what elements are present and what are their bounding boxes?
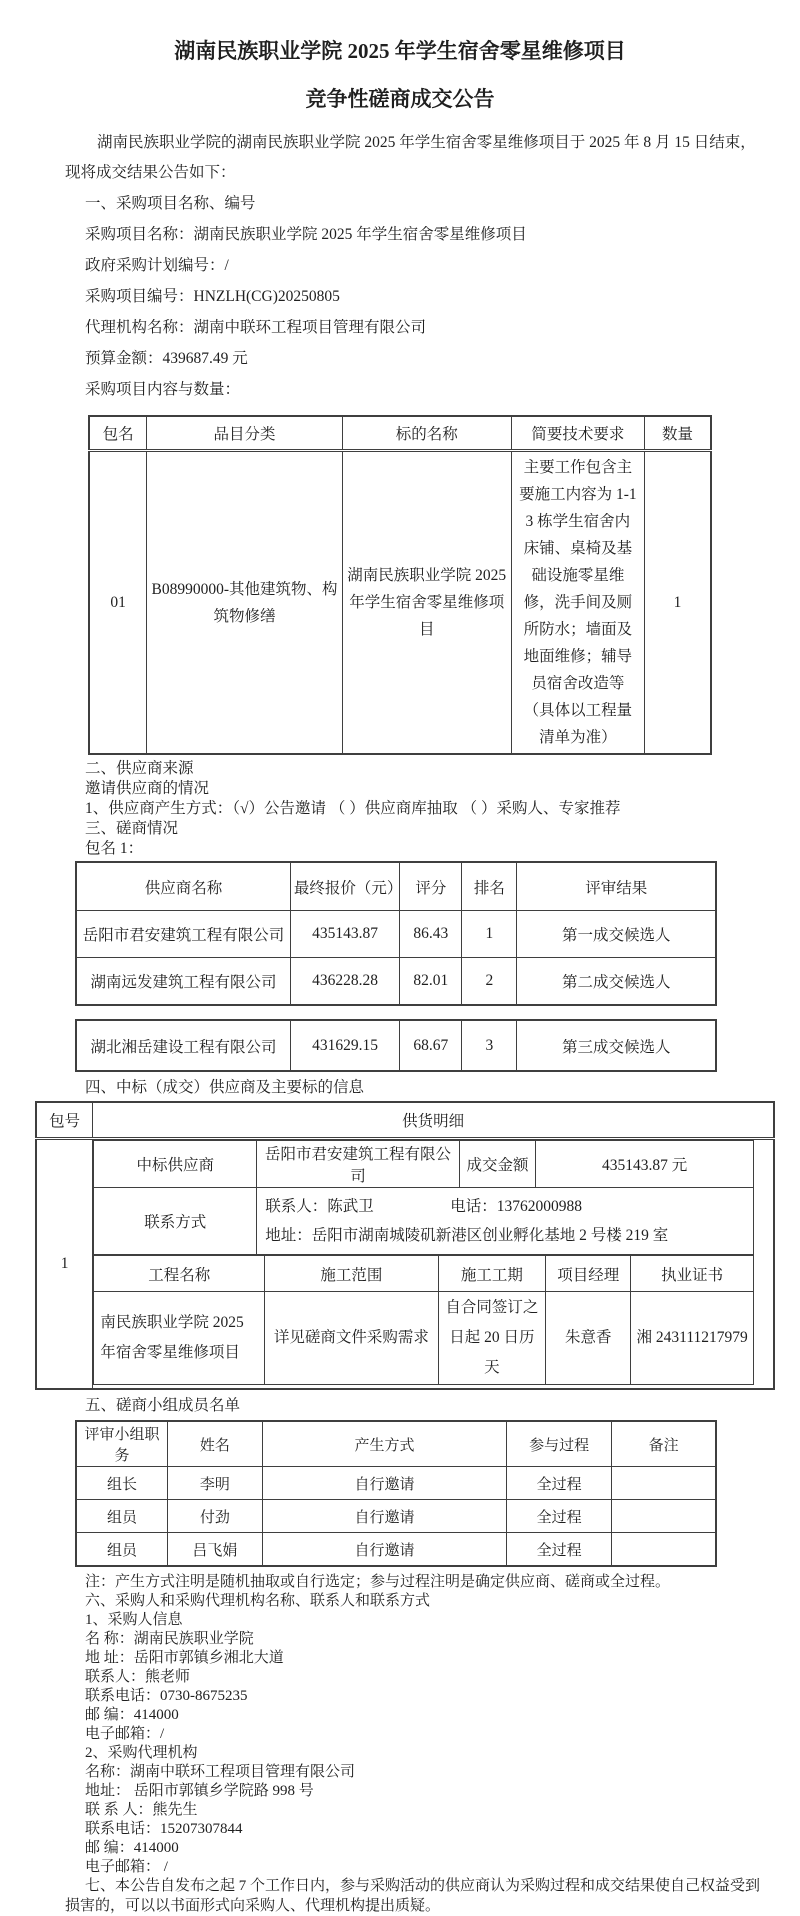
construction-scope: 详见磋商文件采购需求 (265, 1292, 439, 1385)
col-final-quote: 最终报价（元） (290, 862, 399, 911)
buyer-address: 地 址：岳阳市郭镇乡湘北大道 (85, 1650, 284, 1666)
supplier-1-score: 86.43 (400, 911, 462, 958)
winner-label: 中标供应商 (94, 1141, 257, 1188)
award-header-row (36, 1102, 774, 1139)
section-6 (85, 1592, 770, 1877)
section-2 (85, 759, 770, 859)
supplier-row-2 (76, 958, 716, 1006)
item-package-no: 01 (89, 451, 147, 755)
item-subject-name: 湖南民族职业学院 2025 年学生宿舍零星维修项目 (342, 451, 511, 755)
member-3-name: 吕飞娟 (168, 1533, 263, 1567)
award-col-detail: 供货明细 (93, 1102, 774, 1139)
project-row (94, 1292, 754, 1385)
member-2-role: 组员 (76, 1500, 168, 1533)
field-project-number: 采购项目编号：HNZLH(CG)20250805 (85, 288, 340, 305)
contact-address: 地址：岳阳市湖南城陵矶新港区创业孵化基地 2 号楼 219 室 (265, 1227, 669, 1244)
section-6-heading: 六、采购人和采购代理机构名称、联系人和联系方式 (85, 1593, 431, 1609)
buyer-name: 名 称：湖南民族职业学院 (85, 1631, 254, 1647)
member-row-1 (76, 1467, 716, 1500)
agency-address: 地址： 岳阳市郭镇乡学院路 998 号 (85, 1783, 314, 1799)
member-1-role: 组长 (76, 1467, 168, 1500)
item-tech-requirement: 主要工作包含主要施工内容为 1-13 栋学生宿舍内床铺、桌椅及基础设施零星维修，洗手间及厕所防水；墙面及地面维修；辅导员宿舍改造等（具体以工程量清单为准） (511, 451, 644, 755)
package-1-label: 包名 1： (85, 840, 144, 857)
construction-period: 自合同签订之日起 20 日历天 (438, 1292, 546, 1385)
buyer-phone: 联系电话：0730-8675235 (85, 1688, 248, 1704)
section-7-paragraph: 七、本公告自发布之起 7 个工作日内，参与采购活动的供应商认为采购过程和成交结果使自己权益受到损害的，可以以书面形式向采购人、代理机构提出质疑。 (65, 1878, 761, 1914)
supplier-row-1 (76, 911, 716, 958)
section-1 (85, 188, 770, 405)
supplier-1-quote: 435143.87 (290, 911, 399, 958)
supplier-2-score: 82.01 (400, 958, 462, 1006)
field-project-name: 采购项目名称：湖南民族职业学院 2025 年学生宿舍零星维修项目 (85, 226, 527, 243)
supplier-2-rank: 2 (462, 958, 517, 1006)
item-category: B08990000-其他建筑物、构筑物修缮 (147, 451, 342, 755)
supplier-3-score: 68.67 (400, 1020, 462, 1071)
project-name: 南民族职业学院 2025 年宿舍零星维修项目 (94, 1292, 265, 1385)
supplier-1-rank: 1 (462, 911, 517, 958)
col-project-manager: 项目经理 (546, 1255, 631, 1292)
member-1-name: 李明 (168, 1467, 263, 1500)
col-supplier-name: 供应商名称 (76, 862, 290, 911)
member-1-method: 自行邀请 (262, 1467, 506, 1500)
project-manager: 朱意香 (546, 1292, 631, 1385)
items-col-package: 包名 (89, 416, 147, 451)
suppliers-header-row (76, 862, 716, 911)
panel-members-table (75, 1420, 717, 1567)
item-quantity: 1 (644, 451, 711, 755)
member-2-remark (612, 1500, 716, 1533)
col-construction-scope: 施工范围 (265, 1255, 439, 1292)
member-2-method: 自行邀请 (262, 1500, 506, 1533)
items-col-subject: 标的名称 (342, 416, 511, 451)
section-1-heading: 一、采购项目名称、编号 (85, 195, 256, 212)
items-col-category: 品目分类 (147, 416, 342, 451)
col-construction-period: 施工工期 (438, 1255, 546, 1292)
buyer-heading: 1、采购人信息 (85, 1612, 183, 1628)
suppliers-table-continued (75, 1019, 717, 1072)
members-header-row (76, 1421, 716, 1467)
col-member-name: 姓名 (168, 1421, 263, 1467)
field-content-quantity-label: 采购项目内容与数量： (85, 381, 241, 398)
contact-row (94, 1188, 754, 1255)
agency-name: 名称：湖南中联环工程项目管理有限公司 (85, 1764, 356, 1780)
supplier-source-method-line: 1、供应商产生方式：（√）公告邀请 （ ）供应商库抽取 （ ）采购人、专家推荐 (85, 800, 621, 817)
award-package-no: 1 (36, 1139, 93, 1390)
member-1-remark (612, 1467, 716, 1500)
suppliers-table (75, 861, 717, 1006)
items-table-header-row (89, 416, 711, 451)
supplier-2-quote: 436228.28 (290, 958, 399, 1006)
award-col-package: 包号 (36, 1102, 93, 1139)
member-3-remark (612, 1533, 716, 1567)
col-remark: 备注 (612, 1421, 716, 1467)
col-participation: 参与过程 (507, 1421, 612, 1467)
supplier-3-rank: 3 (462, 1020, 517, 1071)
field-budget-amount: 预算金额：439687.49 元 (85, 350, 248, 367)
items-col-qty: 数量 (644, 416, 711, 451)
amount-label: 成交金额 (459, 1141, 536, 1188)
practice-certificate: 湘 243111217979 (631, 1292, 754, 1385)
supplier-row-3 (76, 1020, 716, 1071)
buyer-postcode: 邮 编：414000 (85, 1707, 179, 1723)
member-2-participation: 全过程 (507, 1500, 612, 1533)
items-table-row (89, 451, 711, 755)
supplier-1-result: 第一成交候选人 (517, 911, 716, 958)
member-2-name: 付劲 (168, 1500, 263, 1533)
col-review-result: 评审结果 (517, 862, 716, 911)
award-winner-subtable (93, 1140, 754, 1255)
member-row-2 (76, 1500, 716, 1533)
buyer-contact-person: 联系人：熊老师 (85, 1669, 191, 1685)
agency-email: 电子邮箱： / (85, 1859, 168, 1875)
section-5-heading: 五、磋商小组成员名单 (85, 1397, 241, 1414)
section-4-heading: 四、中标（成交）供应商及主要标的信息 (85, 1079, 365, 1096)
winner-row (94, 1141, 754, 1188)
field-gov-plan-number: 政府采购计划编号：/ (85, 257, 229, 274)
col-score: 评分 (400, 862, 462, 911)
agency-heading: 2、采购代理机构 (85, 1745, 198, 1761)
col-selection-method: 产生方式 (262, 1421, 506, 1467)
col-rank: 排名 (462, 862, 517, 911)
award-detail-cell (93, 1139, 774, 1390)
agency-postcode: 邮 编：414000 (85, 1840, 179, 1856)
contact-label: 联系方式 (94, 1188, 257, 1255)
items-table (88, 415, 712, 755)
supplier-1-name: 岳阳市君安建筑工程有限公司 (76, 911, 290, 958)
contact-phone: 电话：13762000988 (450, 1198, 583, 1215)
intro-paragraph: 湖南民族职业学院的湖南民族职业学院 2025 年学生宿舍零星维修项目于 2025 年 8 月 15 日结束，现将成交结果公告如下： (65, 134, 756, 181)
doc-title-line1: 湖南民族职业学院 2025 年学生宿舍零星维修项目 (174, 39, 626, 63)
col-practice-certificate: 执业证书 (631, 1255, 754, 1292)
award-body-row (36, 1139, 774, 1390)
award-project-subtable (93, 1254, 754, 1385)
invite-suppliers-line: 邀请供应商的情况 (85, 780, 210, 797)
supplier-3-quote: 431629.15 (290, 1020, 399, 1071)
award-table (35, 1101, 775, 1390)
project-header-row (94, 1255, 754, 1292)
contact-info-cell (257, 1188, 754, 1255)
field-agency-name: 代理机构名称：湖南中联环工程项目管理有限公司 (85, 319, 427, 336)
section-2-heading: 二、供应商来源 (85, 760, 194, 777)
col-project-name: 工程名称 (94, 1255, 265, 1292)
supplier-2-result: 第二成交候选人 (517, 958, 716, 1006)
items-col-tech: 简要技术要求 (511, 416, 644, 451)
agency-phone: 联系电话：15207307844 (85, 1821, 243, 1837)
member-3-role: 组员 (76, 1533, 168, 1567)
contact-line-1 (265, 1192, 745, 1221)
doc-title-line2: 竞争性磋商成交公告 (305, 87, 495, 111)
member-3-method: 自行邀请 (262, 1533, 506, 1567)
contact-person: 联系人：陈武卫 (265, 1198, 374, 1215)
panel-note: 注：产生方式注明是随机抽取或自行选定；参与过程注明是确定供应商、磋商或全过程。 (85, 1574, 671, 1590)
col-panel-role: 评审小组职务 (76, 1421, 168, 1467)
section-3-heading: 三、磋商情况 (85, 820, 179, 837)
supplier-2-name: 湖南远发建筑工程有限公司 (76, 958, 290, 1006)
agency-contact-person: 联 系 人：熊先生 (85, 1802, 198, 1818)
winner-name: 岳阳市君安建筑工程有限公司 (257, 1141, 460, 1188)
amount-value: 435143.87 元 (536, 1141, 754, 1188)
member-1-participation: 全过程 (507, 1467, 612, 1500)
supplier-3-name: 湖北湘岳建设工程有限公司 (76, 1020, 290, 1071)
member-3-participation: 全过程 (507, 1533, 612, 1567)
member-row-3 (76, 1533, 716, 1567)
supplier-3-result: 第三成交候选人 (517, 1020, 716, 1071)
buyer-email: 电子邮箱：/ (85, 1726, 165, 1742)
